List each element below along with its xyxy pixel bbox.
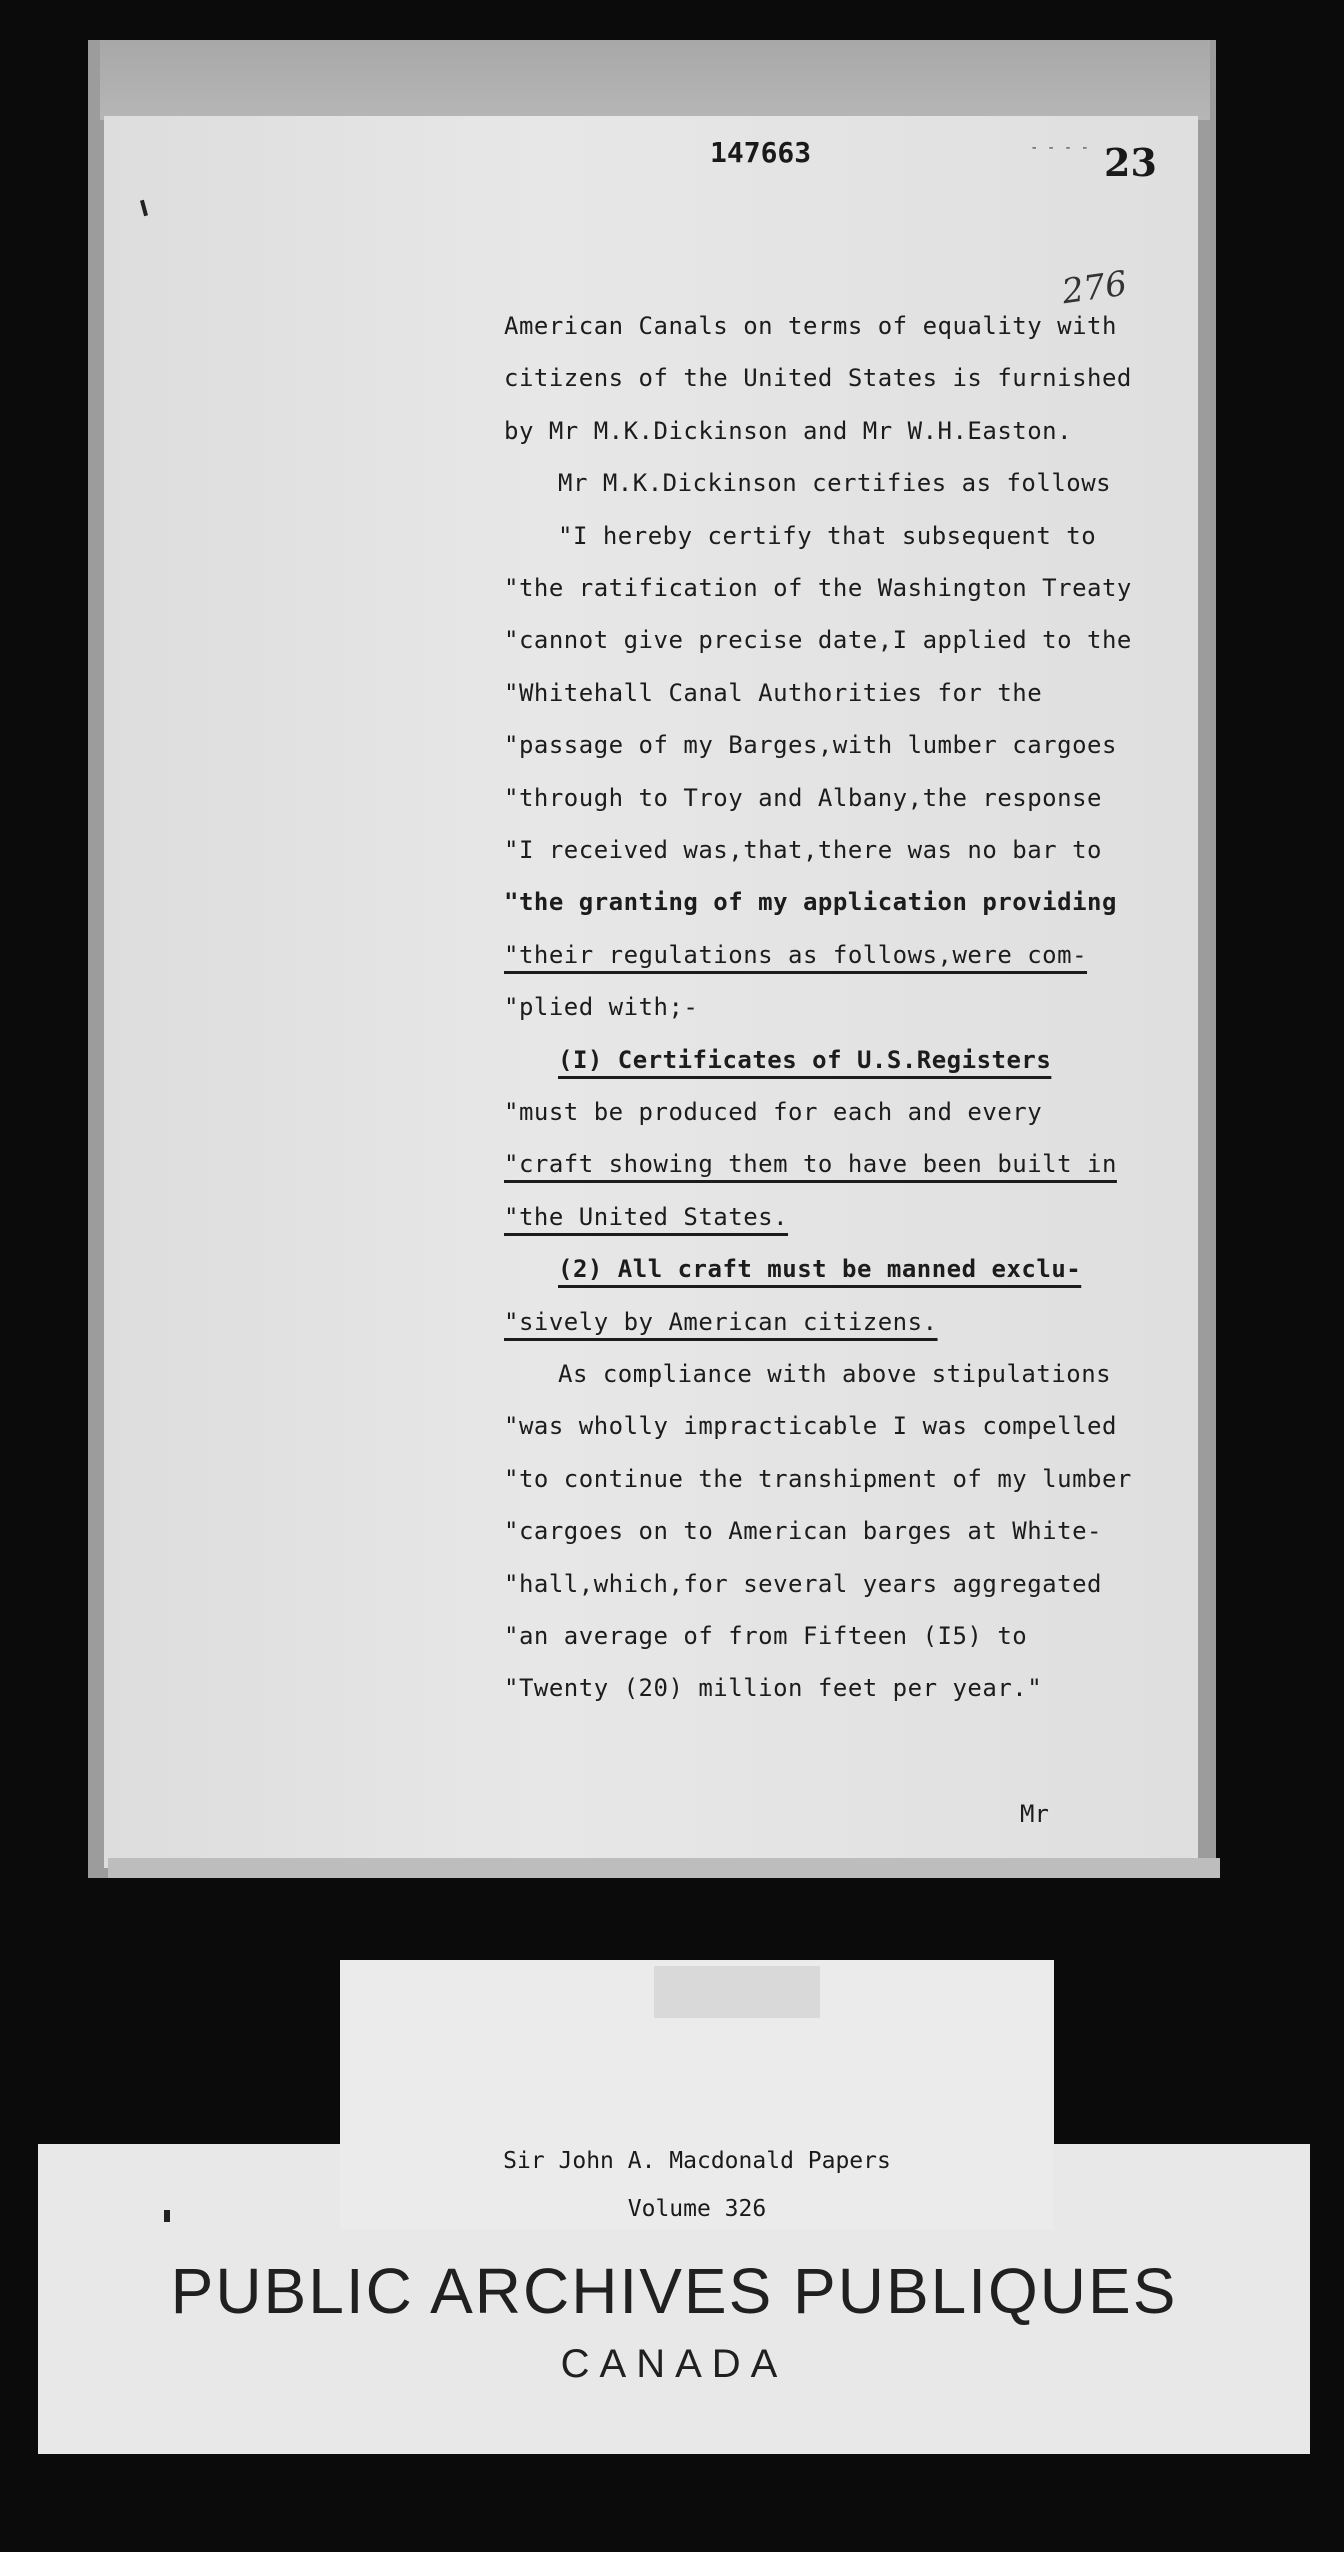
archives-subtitle: CANADA bbox=[560, 2342, 788, 2386]
document-number: 147663 bbox=[710, 136, 812, 169]
typed-line: "the ratification of the Washington Treaty bbox=[504, 574, 1132, 602]
typed-line: "cannot give precise date,I applied to the bbox=[504, 626, 1132, 655]
typed-line: "plied with;- bbox=[504, 993, 699, 1022]
typed-line: "passage of my Barges,with lumber cargoes bbox=[504, 731, 1117, 760]
typed-line: "cargoes on to American barges at White- bbox=[504, 1517, 1102, 1546]
typed-line: "to continue the transhipment of my lumber bbox=[504, 1464, 1132, 1493]
typed-line: "must be produced for each and every bbox=[504, 1098, 1043, 1126]
typed-line: Mr M.K.Dickinson certifies as follows bbox=[558, 469, 1112, 498]
typed-line: "I received was,that,there was no bar to bbox=[504, 836, 1102, 864]
typed-line: "I hereby certify that subsequent to bbox=[558, 521, 1097, 550]
banner-mark bbox=[164, 2210, 170, 2222]
handwritten-number: 276 bbox=[1059, 263, 1130, 313]
typed-line: As compliance with above stipulations bbox=[558, 1360, 1112, 1388]
label-collection-name: Sir John A. Macdonald Papers bbox=[503, 2148, 891, 2174]
folio-number: 23 bbox=[1104, 140, 1157, 185]
sheet-bottom-edge bbox=[108, 1858, 1220, 1878]
typed-line: American Canals on terms of equality with bbox=[504, 312, 1117, 340]
typed-line: "sively by American citizens. bbox=[504, 1307, 938, 1336]
archives-title: PUBLIC ARCHIVES PUBLIQUES bbox=[170, 2255, 1178, 2327]
back-sheet-top-edge bbox=[100, 40, 1210, 120]
typed-line: (2) All craft must be manned exclu- bbox=[558, 1255, 1082, 1284]
typed-line: "their regulations as follows,were com- bbox=[504, 940, 1088, 969]
typed-line: by Mr M.K.Dickinson and Mr W.H.Easton. bbox=[504, 416, 1073, 445]
typed-line: "Whitehall Canal Authorities for the bbox=[504, 678, 1043, 707]
typed-line: "Twenty (20) million feet per year." bbox=[504, 1674, 1043, 1703]
typed-line: "hall,which,for several years aggregated bbox=[504, 1569, 1102, 1598]
typed-line: "the granting of my application providing bbox=[504, 888, 1117, 917]
label-tape bbox=[654, 1966, 820, 2018]
typed-line: "craft showing them to have been built in bbox=[504, 1150, 1117, 1179]
typed-line: "was wholly impracticable I was compelled bbox=[504, 1412, 1117, 1441]
typed-line: (I) Certificates of U.S.Registers bbox=[558, 1045, 1052, 1074]
catchword: Mr bbox=[1020, 1800, 1049, 1828]
typed-line: "an average of from Fifteen (I5) to bbox=[504, 1622, 1028, 1650]
typed-line: "through to Troy and Albany,the response bbox=[504, 783, 1102, 812]
folio-dash-mark: - - - - bbox=[1030, 140, 1090, 156]
label-volume: Volume 326 bbox=[627, 2196, 767, 2222]
typed-line: "the United States. bbox=[504, 1202, 789, 1231]
typed-line: citizens of the United States is furnished bbox=[504, 364, 1132, 393]
